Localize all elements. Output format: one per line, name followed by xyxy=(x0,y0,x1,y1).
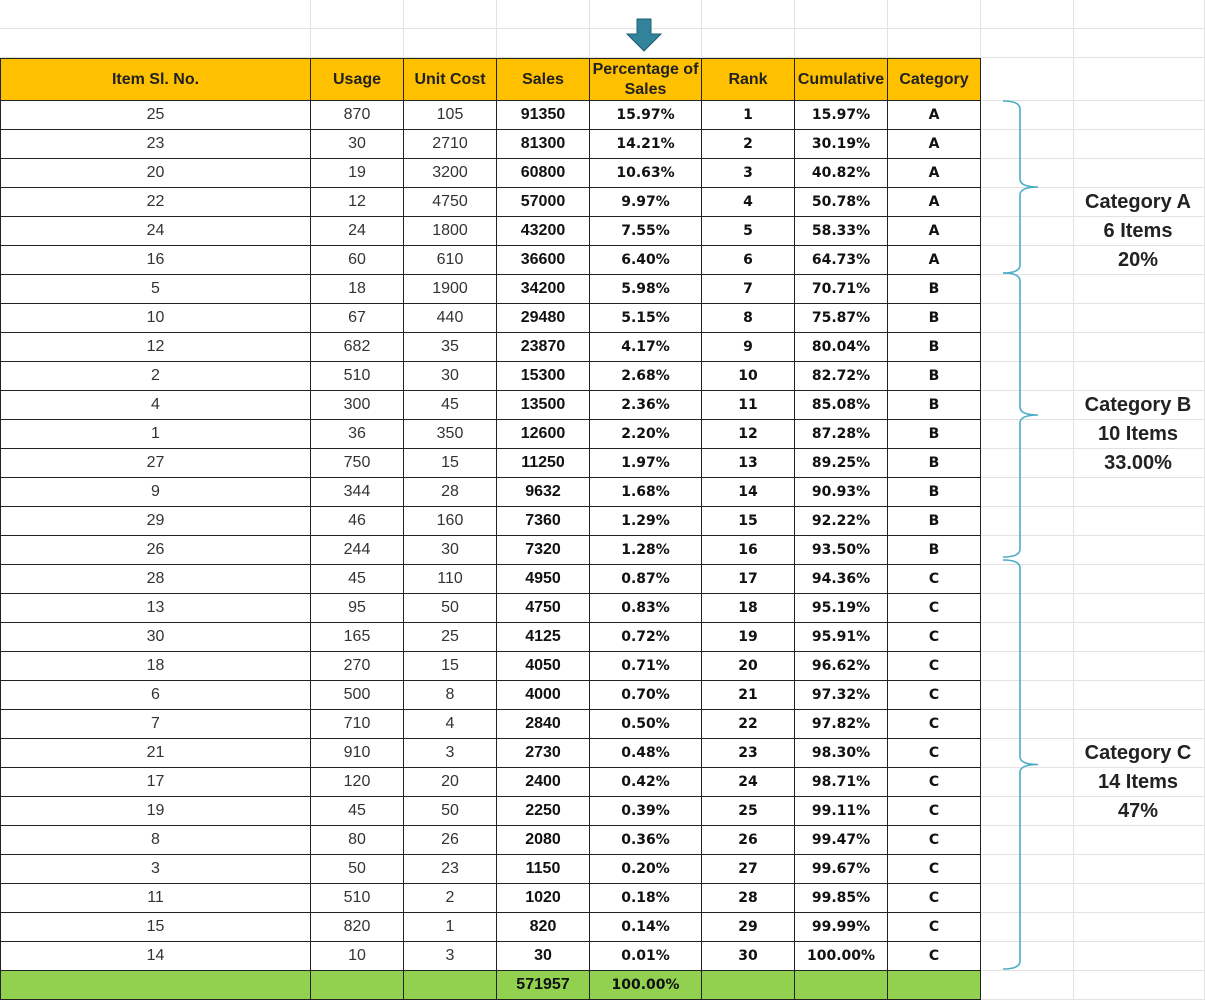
usage-cell[interactable]: 50 xyxy=(311,855,404,884)
item-number-cell[interactable]: 12 xyxy=(0,333,311,362)
category-cell[interactable]: A xyxy=(888,159,981,188)
category-cell[interactable]: C xyxy=(888,884,981,913)
usage-cell[interactable]: 510 xyxy=(311,884,404,913)
total-percentage-cell[interactable]: 100.00% xyxy=(590,971,702,1000)
unit-cost-cell[interactable]: 20 xyxy=(404,768,497,797)
item-number-cell[interactable]: 5 xyxy=(0,275,311,304)
cumulative-cell[interactable]: 93.50% xyxy=(795,536,888,565)
sales-cell[interactable]: 29480 xyxy=(497,304,590,333)
cumulative-cell[interactable]: 89.25% xyxy=(795,449,888,478)
cumulative-cell[interactable]: 75.87% xyxy=(795,304,888,333)
sales-cell[interactable]: 23870 xyxy=(497,333,590,362)
total-sales-cell[interactable]: 571957 xyxy=(497,971,590,1000)
category-items-label: 10 Items xyxy=(1097,423,1179,445)
category-cell[interactable]: B xyxy=(888,333,981,362)
usage-cell[interactable]: 45 xyxy=(311,797,404,826)
unit-cost-cell[interactable]: 50 xyxy=(404,594,497,623)
unit-cost-cell[interactable]: 45 xyxy=(404,391,497,420)
sales-cell[interactable]: 4050 xyxy=(497,652,590,681)
rank-cell[interactable]: 13 xyxy=(702,449,795,478)
usage-cell[interactable]: 30 xyxy=(311,130,404,159)
usage-cell[interactable]: 45 xyxy=(311,565,404,594)
sales-cell[interactable]: 34200 xyxy=(497,275,590,304)
usage-cell[interactable]: 67 xyxy=(311,304,404,333)
sales-cell[interactable]: 15300 xyxy=(497,362,590,391)
sales-cell[interactable]: 11250 xyxy=(497,449,590,478)
category-cell[interactable]: C xyxy=(888,739,981,768)
category-cell[interactable]: A xyxy=(888,217,981,246)
category-cell[interactable]: B xyxy=(888,507,981,536)
curly-brace-icon xyxy=(1003,273,1038,557)
category-cell[interactable]: C xyxy=(888,797,981,826)
cumulative-cell[interactable]: 70.71% xyxy=(795,275,888,304)
unit-cost-cell[interactable]: 3 xyxy=(404,942,497,971)
cumulative-cell[interactable]: 64.73% xyxy=(795,246,888,275)
rank-cell[interactable]: 2 xyxy=(702,130,795,159)
sales-cell[interactable]: 36600 xyxy=(497,246,590,275)
column-header[interactable]: Cumulative xyxy=(795,58,888,101)
percentage-cell[interactable]: 9.97% xyxy=(590,188,702,217)
cumulative-cell[interactable]: 97.82% xyxy=(795,710,888,739)
cumulative-cell[interactable]: 98.71% xyxy=(795,768,888,797)
usage-cell[interactable]: 510 xyxy=(311,362,404,391)
usage-cell[interactable]: 344 xyxy=(311,478,404,507)
category-cell[interactable]: B xyxy=(888,275,981,304)
sales-cell[interactable]: 2400 xyxy=(497,768,590,797)
cumulative-cell[interactable]: 87.28% xyxy=(795,420,888,449)
item-number-cell[interactable]: 25 xyxy=(0,101,311,130)
item-number-cell[interactable]: 9 xyxy=(0,478,311,507)
category-summary xyxy=(1077,739,1199,826)
rank-cell[interactable]: 10 xyxy=(702,362,795,391)
cumulative-cell[interactable]: 99.67% xyxy=(795,855,888,884)
percentage-cell[interactable]: 0.70% xyxy=(590,681,702,710)
unit-cost-cell[interactable]: 2710 xyxy=(404,130,497,159)
unit-cost-cell[interactable]: 350 xyxy=(404,420,497,449)
rank-cell[interactable]: 5 xyxy=(702,217,795,246)
item-number-cell[interactable]: 27 xyxy=(0,449,311,478)
column-header[interactable]: Usage xyxy=(311,58,404,101)
cumulative-cell[interactable]: 94.36% xyxy=(795,565,888,594)
rank-cell[interactable]: 15 xyxy=(702,507,795,536)
percentage-cell[interactable]: 2.20% xyxy=(590,420,702,449)
column-header[interactable]: Unit Cost xyxy=(404,58,497,101)
category-cell[interactable]: A xyxy=(888,188,981,217)
rank-cell[interactable]: 9 xyxy=(702,333,795,362)
item-number-cell[interactable]: 4 xyxy=(0,391,311,420)
percentage-cell[interactable]: 1.97% xyxy=(590,449,702,478)
unit-cost-cell[interactable]: 3200 xyxy=(404,159,497,188)
cumulative-cell[interactable]: 90.93% xyxy=(795,478,888,507)
usage-cell[interactable]: 24 xyxy=(311,217,404,246)
rank-cell[interactable]: 18 xyxy=(702,594,795,623)
rank-cell[interactable]: 1 xyxy=(702,101,795,130)
category-cell[interactable]: B xyxy=(888,362,981,391)
rank-cell[interactable]: 21 xyxy=(702,681,795,710)
percentage-cell[interactable]: 0.87% xyxy=(590,565,702,594)
column-header[interactable]: Rank xyxy=(702,58,795,101)
percentage-cell[interactable]: 14.21% xyxy=(590,130,702,159)
cumulative-cell[interactable]: 82.72% xyxy=(795,362,888,391)
category-cell[interactable]: A xyxy=(888,101,981,130)
usage-cell[interactable]: 120 xyxy=(311,768,404,797)
item-number-cell[interactable]: 1 xyxy=(0,420,311,449)
percentage-cell[interactable]: 5.15% xyxy=(590,304,702,333)
percentage-cell[interactable]: 0.01% xyxy=(590,942,702,971)
usage-cell[interactable]: 870 xyxy=(311,101,404,130)
unit-cost-cell[interactable]: 610 xyxy=(404,246,497,275)
cumulative-cell[interactable]: 50.78% xyxy=(795,188,888,217)
column-header[interactable]: Item Sl. No. xyxy=(0,58,311,101)
cumulative-cell[interactable]: 97.32% xyxy=(795,681,888,710)
rank-cell[interactable]: 22 xyxy=(702,710,795,739)
curly-brace-icon xyxy=(1003,101,1038,273)
cumulative-cell[interactable]: 98.30% xyxy=(795,739,888,768)
percentage-cell[interactable]: 6.40% xyxy=(590,246,702,275)
unit-cost-cell[interactable]: 15 xyxy=(404,652,497,681)
category-cell[interactable]: C xyxy=(888,913,981,942)
sales-cell[interactable]: 7320 xyxy=(497,536,590,565)
cumulative-cell[interactable]: 99.85% xyxy=(795,884,888,913)
item-number-cell[interactable]: 14 xyxy=(0,942,311,971)
sales-cell[interactable]: 2840 xyxy=(497,710,590,739)
item-number-cell[interactable]: 30 xyxy=(0,623,311,652)
sales-cell[interactable]: 57000 xyxy=(497,188,590,217)
sales-cell[interactable]: 4750 xyxy=(497,594,590,623)
item-number-cell[interactable]: 13 xyxy=(0,594,311,623)
cumulative-cell[interactable]: 92.22% xyxy=(795,507,888,536)
cumulative-cell[interactable]: 95.19% xyxy=(795,594,888,623)
category-cell[interactable]: A xyxy=(888,130,981,159)
usage-cell[interactable]: 80 xyxy=(311,826,404,855)
rank-cell[interactable]: 23 xyxy=(702,739,795,768)
item-number-cell[interactable]: 17 xyxy=(0,768,311,797)
unit-cost-cell[interactable]: 15 xyxy=(404,449,497,478)
sales-cell[interactable]: 4125 xyxy=(497,623,590,652)
item-number-cell[interactable]: 19 xyxy=(0,797,311,826)
percentage-cell[interactable]: 4.17% xyxy=(590,333,702,362)
cumulative-cell[interactable]: 100.00% xyxy=(795,942,888,971)
category-cell[interactable]: B xyxy=(888,478,981,507)
unit-cost-cell[interactable]: 440 xyxy=(404,304,497,333)
item-number-cell[interactable]: 15 xyxy=(0,913,311,942)
percentage-cell[interactable]: 0.18% xyxy=(590,884,702,913)
category-cell[interactable]: C xyxy=(888,681,981,710)
sales-cell[interactable]: 1150 xyxy=(497,855,590,884)
cumulative-cell[interactable]: 80.04% xyxy=(795,333,888,362)
unit-cost-cell[interactable]: 50 xyxy=(404,797,497,826)
percentage-cell[interactable]: 0.72% xyxy=(590,623,702,652)
item-number-cell[interactable]: 21 xyxy=(0,739,311,768)
usage-cell[interactable]: 244 xyxy=(311,536,404,565)
category-cell[interactable]: C xyxy=(888,710,981,739)
sales-cell[interactable]: 7360 xyxy=(497,507,590,536)
percentage-cell[interactable]: 2.36% xyxy=(590,391,702,420)
category-share-label: 20% xyxy=(1117,249,1159,271)
percentage-cell[interactable]: 2.68% xyxy=(590,362,702,391)
usage-cell[interactable]: 270 xyxy=(311,652,404,681)
usage-cell[interactable]: 19 xyxy=(311,159,404,188)
cumulative-cell[interactable]: 99.99% xyxy=(795,913,888,942)
unit-cost-cell[interactable]: 3 xyxy=(404,739,497,768)
sales-cell[interactable]: 43200 xyxy=(497,217,590,246)
sales-cell[interactable]: 4000 xyxy=(497,681,590,710)
cumulative-cell[interactable]: 15.97% xyxy=(795,101,888,130)
percentage-cell[interactable]: 1.29% xyxy=(590,507,702,536)
unit-cost-cell[interactable]: 28 xyxy=(404,478,497,507)
usage-cell[interactable]: 60 xyxy=(311,246,404,275)
unit-cost-cell[interactable]: 1800 xyxy=(404,217,497,246)
item-number-cell[interactable]: 23 xyxy=(0,130,311,159)
item-number-cell[interactable]: 10 xyxy=(0,304,311,333)
usage-cell[interactable]: 10 xyxy=(311,942,404,971)
cumulative-cell[interactable]: 99.47% xyxy=(795,826,888,855)
unit-cost-cell[interactable]: 23 xyxy=(404,855,497,884)
category-summary xyxy=(1077,391,1199,478)
column-header[interactable]: Percentage of Sales xyxy=(590,58,702,101)
cumulative-cell[interactable]: 96.62% xyxy=(795,652,888,681)
percentage-cell[interactable]: 0.39% xyxy=(590,797,702,826)
percentage-cell[interactable]: 10.63% xyxy=(590,159,702,188)
percentage-cell[interactable]: 15.97% xyxy=(590,101,702,130)
percentage-cell[interactable]: 0.48% xyxy=(590,739,702,768)
category-cell[interactable]: C xyxy=(888,623,981,652)
sales-cell[interactable]: 9632 xyxy=(497,478,590,507)
category-name-label: Category C xyxy=(1084,742,1192,764)
rank-cell[interactable]: 26 xyxy=(702,826,795,855)
category-cell[interactable]: B xyxy=(888,420,981,449)
unit-cost-cell[interactable]: 2 xyxy=(404,884,497,913)
unit-cost-cell[interactable]: 110 xyxy=(404,565,497,594)
category-cell[interactable]: B xyxy=(888,304,981,333)
category-summary xyxy=(1077,188,1199,275)
usage-cell[interactable]: 710 xyxy=(311,710,404,739)
category-cell[interactable]: B xyxy=(888,536,981,565)
rank-cell[interactable]: 27 xyxy=(702,855,795,884)
category-cell[interactable]: C xyxy=(888,565,981,594)
percentage-cell[interactable]: 0.83% xyxy=(590,594,702,623)
sales-cell[interactable]: 2730 xyxy=(497,739,590,768)
item-number-cell[interactable]: 26 xyxy=(0,536,311,565)
rank-cell[interactable]: 6 xyxy=(702,246,795,275)
column-header[interactable]: Sales xyxy=(497,58,590,101)
unit-cost-cell[interactable]: 26 xyxy=(404,826,497,855)
rank-cell[interactable]: 30 xyxy=(702,942,795,971)
rank-cell[interactable]: 29 xyxy=(702,913,795,942)
category-cell[interactable]: C xyxy=(888,652,981,681)
rank-cell[interactable]: 25 xyxy=(702,797,795,826)
category-items-label: 6 Items xyxy=(1103,220,1173,242)
item-number-cell[interactable]: 18 xyxy=(0,652,311,681)
percentage-cell[interactable]: 1.68% xyxy=(590,478,702,507)
category-name-label: Category B xyxy=(1084,394,1192,416)
usage-cell[interactable]: 46 xyxy=(311,507,404,536)
item-number-cell[interactable]: 28 xyxy=(0,565,311,594)
rank-cell[interactable]: 12 xyxy=(702,420,795,449)
usage-cell[interactable]: 165 xyxy=(311,623,404,652)
sales-cell[interactable]: 30 xyxy=(497,942,590,971)
unit-cost-cell[interactable]: 4 xyxy=(404,710,497,739)
category-share-label: 47% xyxy=(1117,800,1159,822)
percentage-cell[interactable]: 0.20% xyxy=(590,855,702,884)
item-number-cell[interactable]: 20 xyxy=(0,159,311,188)
unit-cost-cell[interactable]: 160 xyxy=(404,507,497,536)
cumulative-cell[interactable]: 40.82% xyxy=(795,159,888,188)
sales-cell[interactable]: 820 xyxy=(497,913,590,942)
usage-cell[interactable]: 750 xyxy=(311,449,404,478)
usage-cell[interactable]: 500 xyxy=(311,681,404,710)
percentage-cell[interactable]: 0.42% xyxy=(590,768,702,797)
rank-cell[interactable]: 7 xyxy=(702,275,795,304)
item-number-cell[interactable]: 16 xyxy=(0,246,311,275)
category-cell[interactable]: C xyxy=(888,768,981,797)
rank-cell[interactable]: 24 xyxy=(702,768,795,797)
curly-brace-icon xyxy=(1003,560,1038,969)
unit-cost-cell[interactable]: 30 xyxy=(404,362,497,391)
rank-cell[interactable]: 14 xyxy=(702,478,795,507)
usage-cell[interactable]: 682 xyxy=(311,333,404,362)
usage-cell[interactable]: 910 xyxy=(311,739,404,768)
unit-cost-cell[interactable]: 4750 xyxy=(404,188,497,217)
item-number-cell[interactable]: 2 xyxy=(0,362,311,391)
item-number-cell[interactable]: 24 xyxy=(0,217,311,246)
percentage-cell[interactable]: 0.71% xyxy=(590,652,702,681)
cumulative-cell[interactable]: 99.11% xyxy=(795,797,888,826)
category-name-label: Category A xyxy=(1085,191,1191,213)
category-cell[interactable]: C xyxy=(888,826,981,855)
category-items-label: 14 Items xyxy=(1097,771,1179,793)
cumulative-cell[interactable]: 30.19% xyxy=(795,130,888,159)
percentage-cell[interactable]: 0.14% xyxy=(590,913,702,942)
category-share-label: 33.00% xyxy=(1104,452,1172,474)
usage-cell[interactable]: 300 xyxy=(311,391,404,420)
sales-cell[interactable]: 1020 xyxy=(497,884,590,913)
item-number-cell[interactable]: 6 xyxy=(0,681,311,710)
column-header[interactable]: Category xyxy=(888,58,981,101)
category-cell[interactable]: C xyxy=(888,594,981,623)
rank-cell[interactable]: 16 xyxy=(702,536,795,565)
category-cell[interactable]: C xyxy=(888,942,981,971)
item-number-cell[interactable]: 29 xyxy=(0,507,311,536)
percentage-cell[interactable]: 1.28% xyxy=(590,536,702,565)
rank-cell[interactable]: 19 xyxy=(702,623,795,652)
usage-cell[interactable]: 95 xyxy=(311,594,404,623)
rank-cell[interactable]: 20 xyxy=(702,652,795,681)
rank-cell[interactable]: 4 xyxy=(702,188,795,217)
item-number-cell[interactable]: 8 xyxy=(0,826,311,855)
cumulative-cell[interactable]: 85.08% xyxy=(795,391,888,420)
sales-cell[interactable]: 2250 xyxy=(497,797,590,826)
percentage-cell[interactable]: 0.36% xyxy=(590,826,702,855)
unit-cost-cell[interactable]: 35 xyxy=(404,333,497,362)
category-cell[interactable]: C xyxy=(888,855,981,884)
rank-cell[interactable]: 17 xyxy=(702,565,795,594)
sales-cell[interactable]: 60800 xyxy=(497,159,590,188)
cumulative-cell[interactable]: 95.91% xyxy=(795,623,888,652)
usage-cell[interactable]: 820 xyxy=(311,913,404,942)
sales-cell[interactable]: 4950 xyxy=(497,565,590,594)
item-number-cell[interactable]: 22 xyxy=(0,188,311,217)
sales-cell[interactable]: 12600 xyxy=(497,420,590,449)
sales-cell[interactable]: 91350 xyxy=(497,101,590,130)
unit-cost-cell[interactable]: 30 xyxy=(404,536,497,565)
percentage-cell[interactable]: 5.98% xyxy=(590,275,702,304)
sales-cell[interactable]: 81300 xyxy=(497,130,590,159)
usage-cell[interactable]: 12 xyxy=(311,188,404,217)
category-cell[interactable]: B xyxy=(888,449,981,478)
unit-cost-cell[interactable]: 8 xyxy=(404,681,497,710)
usage-cell[interactable]: 36 xyxy=(311,420,404,449)
sales-cell[interactable]: 2080 xyxy=(497,826,590,855)
unit-cost-cell[interactable]: 25 xyxy=(404,623,497,652)
item-number-cell[interactable]: 3 xyxy=(0,855,311,884)
percentage-cell[interactable]: 0.50% xyxy=(590,710,702,739)
unit-cost-cell[interactable]: 105 xyxy=(404,101,497,130)
cumulative-cell[interactable]: 58.33% xyxy=(795,217,888,246)
item-number-cell[interactable]: 7 xyxy=(0,710,311,739)
percentage-cell[interactable]: 7.55% xyxy=(590,217,702,246)
rank-cell[interactable]: 28 xyxy=(702,884,795,913)
usage-cell[interactable]: 18 xyxy=(311,275,404,304)
item-number-cell[interactable]: 11 xyxy=(0,884,311,913)
unit-cost-cell[interactable]: 1900 xyxy=(404,275,497,304)
category-cell[interactable]: B xyxy=(888,391,981,420)
unit-cost-cell[interactable]: 1 xyxy=(404,913,497,942)
sales-cell[interactable]: 13500 xyxy=(497,391,590,420)
rank-cell[interactable]: 3 xyxy=(702,159,795,188)
category-cell[interactable]: A xyxy=(888,246,981,275)
rank-cell[interactable]: 11 xyxy=(702,391,795,420)
rank-cell[interactable]: 8 xyxy=(702,304,795,333)
